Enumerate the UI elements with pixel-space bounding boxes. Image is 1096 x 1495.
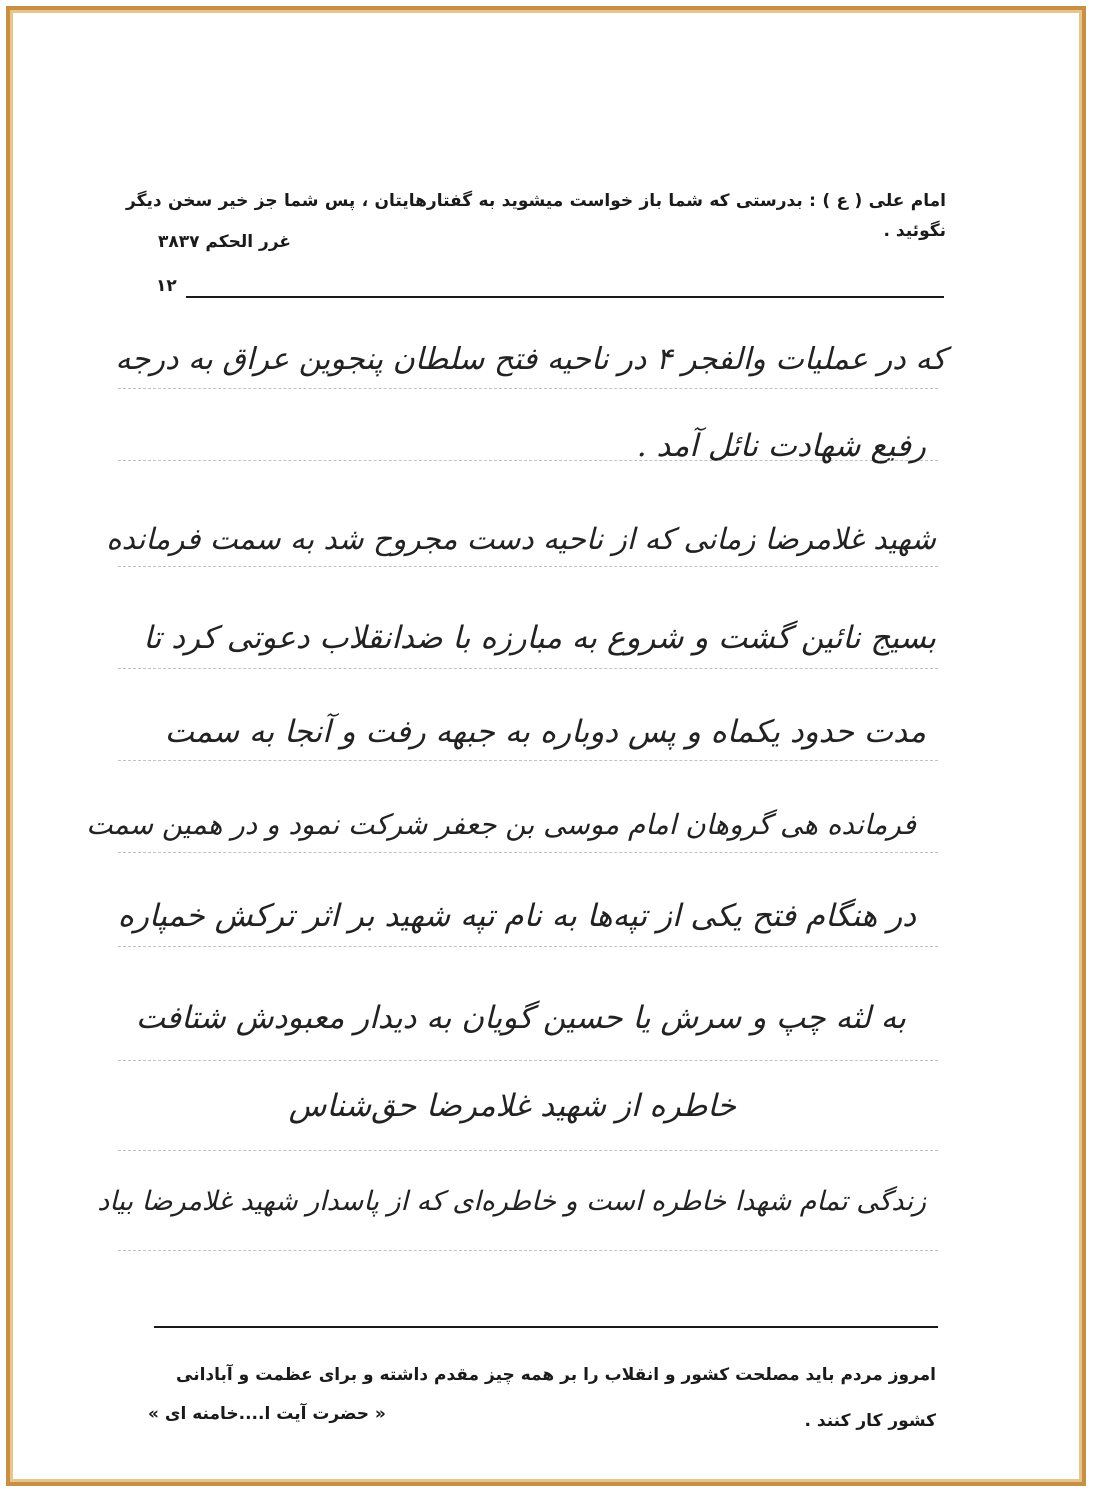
ruled-line bbox=[118, 852, 938, 853]
ruled-line bbox=[118, 1250, 938, 1251]
header-rule bbox=[186, 296, 944, 298]
ruled-line bbox=[118, 1150, 938, 1151]
page-number: ۱۲ bbox=[156, 276, 177, 296]
handwritten-line-7: در هنگام فتح یکی از تپه‌ها به نام تپه شهید بر اثر ترکش خمپاره bbox=[117, 898, 916, 934]
handwritten-line-2: رفیع شهادت نائل آمد . bbox=[636, 428, 926, 464]
ruled-line bbox=[118, 566, 938, 567]
handwritten-line-4: بسیج نائین گشت و شروع به مبارزه با ضدانقلاب دعوتی کرد تا bbox=[143, 620, 936, 656]
ruled-line bbox=[118, 760, 938, 761]
header-quote-source: غرر الحکم ۳۸۳۷ bbox=[158, 232, 292, 252]
handwritten-line-1: که در عملیات والفجر ۴ در ناحیه فتح سلطان پنجوین عراق به درجه bbox=[115, 342, 946, 377]
header-quote: امام علی ( ع ) : بدرستی که شما باز خواست میشوید به گفتارهایتان ، پس شما جز خیر سخن دیگر نگوئید . bbox=[126, 191, 946, 241]
handwritten-line-10: زندگی تمام شهدا خاطره است و خاطره‌ای که از پاسدار شهید غلامرضا بیاد bbox=[97, 1186, 926, 1217]
handwritten-line-6: فرمانده هی گروهان امام موسی بن جعفر شرکت نمود و در همین سمت bbox=[86, 808, 916, 841]
ruled-line bbox=[118, 668, 938, 669]
footer-quote: امروز مردم باید مصلحت کشور و انقلاب را بر همه چیز مقدم داشته و برای عظمت و آبادانی کشور کار کنند . bbox=[176, 1365, 936, 1431]
ruled-line bbox=[118, 388, 938, 389]
handwritten-line-3: شهید غلامرضا زمانی که از ناحیه دست مجروح شد به سمت فرمانده bbox=[106, 522, 936, 556]
ruled-line bbox=[118, 946, 938, 947]
ruled-line bbox=[118, 1060, 938, 1061]
footer-quote-source: « حضرت آیت ا....خامنه ای » bbox=[148, 1404, 386, 1424]
handwritten-title: خاطره از شهید غلامرضا حق‌شناس bbox=[288, 1088, 736, 1124]
handwritten-line-8: به لثه چپ و سرش یا حسین گویان به دیدار معبودش شتافت bbox=[135, 1000, 906, 1036]
handwritten-line-5: مدت حدود یکماه و پس دوباره به جبهه رفت و آنجا به سمت bbox=[164, 714, 926, 750]
footer-rule bbox=[154, 1326, 938, 1328]
